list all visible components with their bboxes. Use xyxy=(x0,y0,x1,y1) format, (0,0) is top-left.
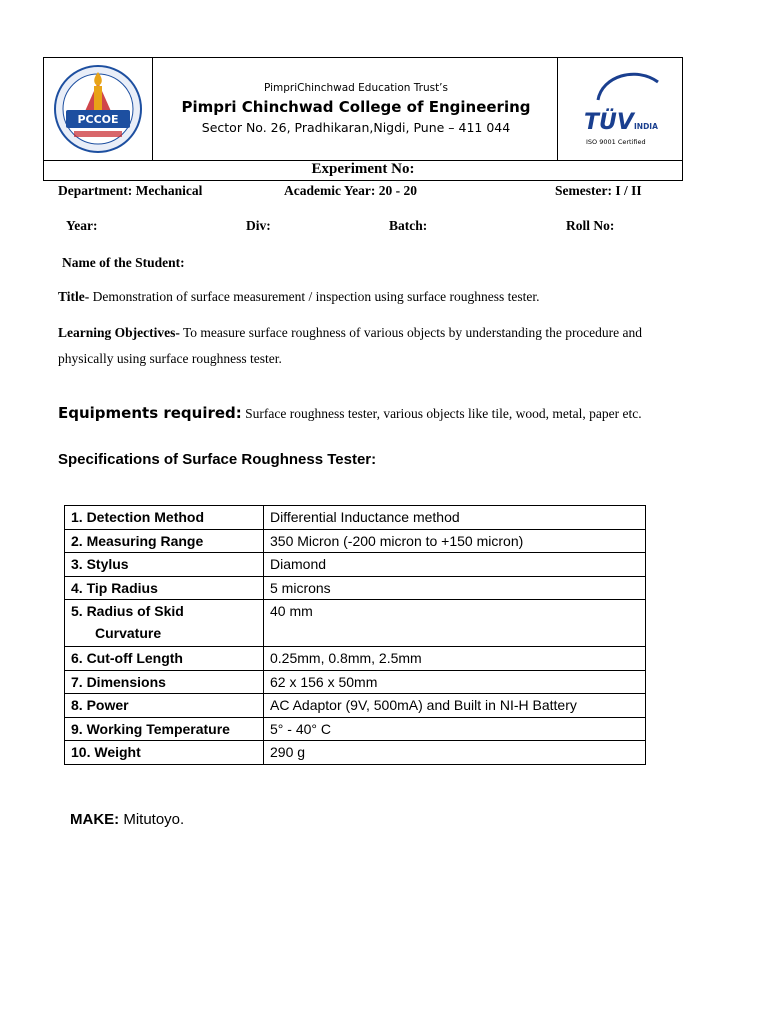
equipments-paragraph xyxy=(58,404,748,422)
table-row xyxy=(65,670,646,694)
spec-param: 9. Working Temperature xyxy=(65,717,264,741)
objectives-label: Learning Objectives- xyxy=(58,325,180,340)
batch-field: Batch: xyxy=(389,218,428,233)
table-row xyxy=(65,647,646,671)
semester-field: Semester: I / II xyxy=(555,183,642,198)
spec-value: Diamond xyxy=(264,553,646,577)
spec-param: 3. Stylus xyxy=(65,553,264,577)
specs-heading: Specifications of Surface Roughness Tester: xyxy=(58,451,377,468)
title-paragraph xyxy=(58,284,738,310)
spec-param-line1: 5. Radius of Skid xyxy=(71,603,184,619)
spec-value: Differential Inductance method xyxy=(264,506,646,530)
spec-param: 7. Dimensions xyxy=(65,670,264,694)
tuv-india-logo xyxy=(558,58,683,160)
make-line xyxy=(70,811,184,828)
make-value: Mitutoyo. xyxy=(119,811,185,828)
spec-param: 4. Tip Radius xyxy=(65,576,264,600)
spec-param: 8. Power xyxy=(65,694,264,718)
pccoe-logo xyxy=(44,58,153,160)
title-label: Title- xyxy=(58,289,90,304)
table-row xyxy=(65,600,646,647)
spec-param: 6. Cut-off Length xyxy=(65,647,264,671)
objectives-paragraph xyxy=(58,320,738,372)
tuv-india-text: INDIA xyxy=(634,122,658,131)
spec-param: 2. Measuring Range xyxy=(65,529,264,553)
trust-name: PimpriChinchwad Education Trust’s xyxy=(263,82,448,94)
logo-text: PCCOE xyxy=(77,113,119,126)
div-field: Div: xyxy=(246,218,271,233)
roll-no-field: Roll No: xyxy=(566,218,615,233)
college-name: Pimpri Chinchwad College of Engineering xyxy=(181,98,531,116)
specs-table xyxy=(64,505,646,765)
student-name-field: Name of the Student: xyxy=(62,255,185,270)
table-row xyxy=(65,717,646,741)
spec-value: 0.25mm, 0.8mm, 2.5mm xyxy=(264,647,646,671)
college-address: Sector No. 26, Pradhikaran,Nigdi, Pune – 411 044 xyxy=(201,120,511,135)
spec-value: 5° - 40° C xyxy=(264,717,646,741)
experiment-number-label: Experiment No: xyxy=(311,161,415,177)
certification-logo-cell xyxy=(557,58,682,160)
table-row xyxy=(65,576,646,600)
objectives-line2: physically using surface roughness tester. xyxy=(58,351,282,366)
spec-param: 10. Weight xyxy=(65,741,264,765)
table-row xyxy=(65,506,646,530)
table-row xyxy=(65,553,646,577)
tuv-cert-text: ISO 9001 Certified xyxy=(586,138,646,146)
objectives-line1: To measure surface roughness of various objects by understanding the procedure and xyxy=(179,325,643,340)
equipments-label: Equipments required: xyxy=(58,404,242,422)
spec-param-line2: Curvature xyxy=(95,624,162,641)
spec-value: AC Adaptor (9V, 500mA) and Built in NI-H Battery xyxy=(264,694,646,718)
letterhead xyxy=(43,57,683,181)
college-logo-cell xyxy=(44,58,153,160)
department-field: Department: Mechanical xyxy=(58,183,203,198)
spec-param xyxy=(65,600,264,647)
spec-value: 62 x 156 x 50mm xyxy=(264,670,646,694)
table-row xyxy=(65,694,646,718)
academic-year-field: Academic Year: 20 - 20 xyxy=(284,183,417,198)
table-row xyxy=(65,741,646,765)
spec-value: 5 microns xyxy=(264,576,646,600)
spec-value: 290 g xyxy=(264,741,646,765)
year-field: Year: xyxy=(66,218,98,233)
title-text: Demonstration of surface measurement / inspection using surface roughness tester. xyxy=(89,289,540,304)
table-row xyxy=(65,529,646,553)
spec-value: 40 mm xyxy=(264,600,646,647)
spec-param: 1. Detection Method xyxy=(65,506,264,530)
make-label: MAKE: xyxy=(70,811,120,828)
equipments-text: Surface roughness tester, various objects like tile, wood, metal, paper etc. xyxy=(241,406,642,421)
tuv-text: TÜV xyxy=(584,110,634,135)
spec-value: 350 Micron (-200 micron to +150 micron) xyxy=(264,529,646,553)
